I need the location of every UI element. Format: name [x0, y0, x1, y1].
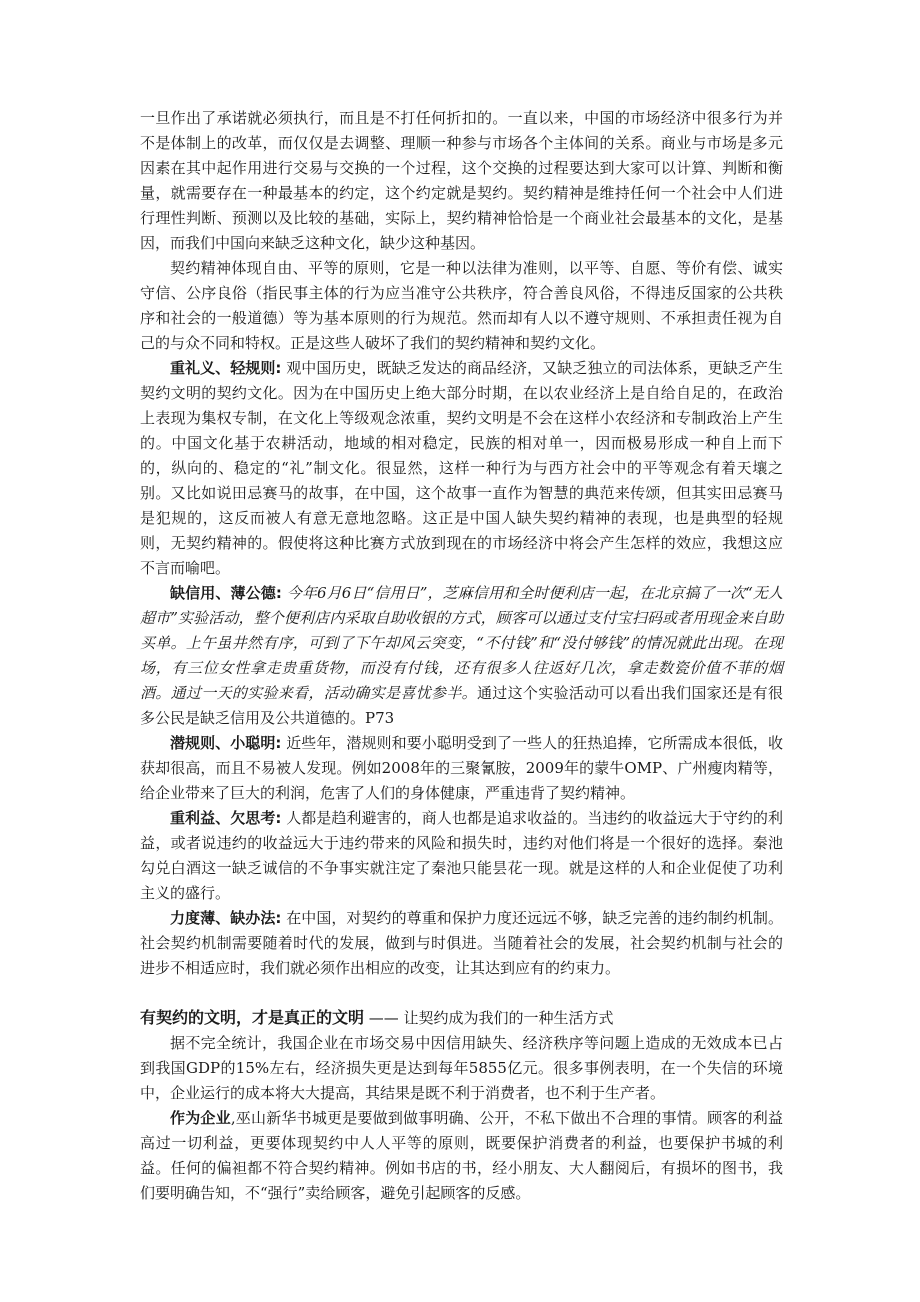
- lead-heading: 重利益、欠思考:: [170, 809, 282, 827]
- lead-heading: 作为企业: [170, 1109, 231, 1127]
- paragraph-text: ,巫山新华书城更是要做到做事明确、公开，不私下做出不合理的事情。顾客的利益高过一切利益，更要体现契约中人人平等的原则，既要保护消费者的利益，也要保护书城的利益。任何的偏袒都不符合契约精神。例如书店的书，经小朋友、大人翻阅后，有损坏的图书，我们要明确告知，不“强行”卖给顾客，避免引起顾客的反感。: [140, 1109, 783, 1202]
- section-subtitle: —— 让契约成为我们的一种生活方式: [364, 1009, 614, 1027]
- document-page: [140, 106, 783, 1206]
- paragraph-text: 通过这个实验活动可以看出我们国家还是有很多公民是缺乏信用及公共道德的。P73: [140, 684, 783, 727]
- paragraph-credit: [140, 581, 783, 731]
- paragraph-enterprise: [140, 1106, 783, 1206]
- lead-heading: 潜规则、小聪明:: [170, 734, 282, 752]
- paragraph-text: 观中国历史，既缺乏发达的商品经济，又缺乏独立的司法体系，更缺乏产生契约文明的契约文化。因为在中国历史上绝大部分时期，在以农业经济上是自给自足的，在政治上表现为集权专制，在文化上等级观念浓重，契约文明是不会在这样小农经济和专制政治上产生的。中国文化基于农耕活动，地域的相对稳定，民族的相对单一，因而极易形成一种自上而下的，纵向的、稳定的“礼”制文化。很显然，这样一种行为与西方社会中的平等观念有着天壤之别。又比如说田忌赛马的故事，在中国，这个故事一直作为智慧的典范来传颂，但其实田忌赛马是犯规的，这反而被人有意无意地忽略。这正是中国人缺失契约精神的表现，也是典型的轻规则，无契约精神的。假使将这种比赛方式放到现在的市场经济中将会产生怎样的效应，我想这应不言而喻吧。: [140, 359, 783, 577]
- paragraph-text: 人都是趋利避害的，商人也都是追求收益的。当违约的收益远大于守约的利益，或者说违约的收益远大于违约带来的风险和损失时，违约对他们将是一个很好的选择。秦池勾兑白酒这一缺乏诚信的不争事实就注定了秦池只能昙花一现。就是这样的人和企业促使了功利主义的盛行。: [140, 809, 783, 902]
- paragraph-statistics: 据不完全统计，我国企业在市场交易中因信用缺失、经济秩序等问题上造成的无效成本已占到我国GDP的15%左右，经济损失更是达到每年5855亿元。很多事例表明，在一个失信的环境中，企业运行的成本将大大提高，其结果是既不利于消费者，也不利于生产者。: [140, 1034, 783, 1102]
- paragraph-commitment: 一旦作出了承诺就必须执行，而且是不打任何折扣的。一直以来，中国的市场经济中很多行为并不是体制上的改革，而仅仅是去调整、理顺一种参与市场各个主体间的关系。商业与市场是多元因素在其中起作用进行交易与交换的一个过程，这个交换的过程要达到大家可以计算、判断和衡量，就需要存在一种最基本的约定，这个约定就是契约。契约精神是维持任何一个社会中人们进行理性判断、预测以及比较的基础，实际上，契约精神恰恰是一个商业社会最基本的文化，是基因，而我们中国向来缺乏这种文化，缺少这种基因。: [140, 109, 783, 252]
- section-title: 有契约的文明，才是真正的文明: [140, 1008, 365, 1027]
- quoted-case-text: 今年6月6日“信用日”，芝麻信用和全时便利店一起，在北京搞了一次“无人超市”实验活动，整个便利店内采取自助收银的方式，顾客可以通过支付宝扫码或者用现金来自助买单。上午虽井然有序，可到了下午却风云突变，“不付钱”和“没付够钱”的情况就此出现。在现场，有三位女性拿走贵重货物，而没有付钱，还有很多人往返好几次，拿走数瓷价值不菲的烟酒。通过一天的实验来看，活动确实是喜忧参半。: [140, 584, 783, 702]
- paragraph-contract-spirit: 契约精神体现自由、平等的原则，它是一种以法律为准则，以平等、自愿、等价有偿、诚实守信、公序良俗（指民事主体的行为应当准守公共秩序，符合善良风俗，不得违反国家的公共秩序和社会的一般道德）等为基本原则的行为规范。然而却有人以不遵守规则、不承担责任视为自己的与众不同和特权。正是这些人破坏了我们的契约精神和契约文化。: [140, 259, 783, 352]
- paragraph-text: 在中国，对契约的尊重和保护力度还远远不够，缺乏完善的违约制约机制。社会契约机制需要随着时代的发展，做到与时俱进。当随着社会的发展，社会契约机制与社会的进步不相适应时，我们就必须作出相应的改变，让其达到应有的约束力。: [140, 909, 783, 977]
- lead-heading: 缺信用、薄公德:: [170, 584, 282, 602]
- paragraph-etiquette: [140, 356, 783, 581]
- paragraph-text: 近些年，潜规则和要小聪明受到了一些人的狂热追捧，它所需成本很低，收获却很高，而且不易被人发现。例如2008年的三聚氰胺，2009年的蒙牛OMP、广州瘦肉精等，给企业带来了巨大的利润，危害了人们的身体健康，严重违背了契约精神。: [140, 734, 783, 802]
- section-heading: [140, 1005, 783, 1031]
- lead-heading: 重礼义、轻规则:: [170, 359, 282, 377]
- paragraph-hidden-rules: [140, 731, 783, 806]
- lead-heading: 力度薄、缺办法:: [170, 909, 282, 927]
- paragraph-enforcement: [140, 906, 783, 981]
- paragraph-profit: [140, 806, 783, 906]
